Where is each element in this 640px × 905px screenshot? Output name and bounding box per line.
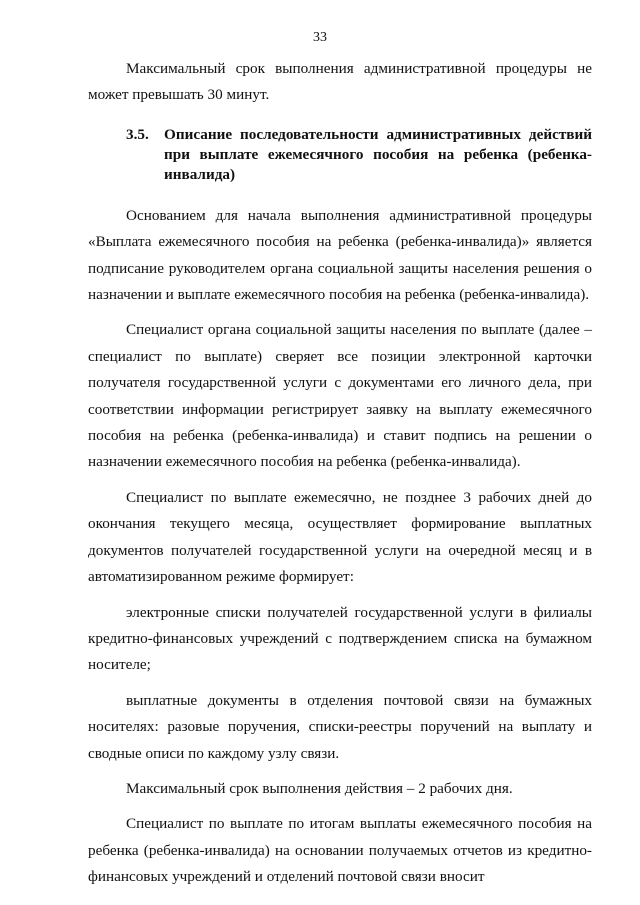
section-number: 3.5. <box>126 125 149 143</box>
page-body <box>88 56 592 891</box>
page-number: 33 <box>313 30 327 45</box>
intro-paragraph: Максимальный срок выполнения административной процедуры не может превышать 30 минут. <box>88 60 592 104</box>
paragraph-results: Специалист по выплате по итогам выплаты ежемесячного пособия на ребенка (ребенка-инвалида) на основании получаемых отчетов из кредитно-финансовых учреждений и отделений почтовой связи вносит <box>88 815 592 886</box>
section-title: Описание последовательности административных действий при выплате ежемесячного пособия на ребенка (ребенка-инвалида) <box>164 125 592 183</box>
paragraph-specialist-check: Специалист органа социальной защиты населения по выплате (далее – специалист по выплате) сверяет все позиции электронной карточки получателя государственной услуги с документами его личного дела, при соответствии информации регистрирует заявку на выплату ежемесячного пособия на ребенка (ребенка-инвалида) и ставит подпись на решении о назначении ежемесячного пособия на ребенка (ребенка-инвалида). <box>88 321 592 471</box>
paragraph-electronic-lists: электронные списки получателей государственной услуги в филиалы кредитно-финансовых учреждений с подтверждением списка на бумажном носителе; <box>88 603 592 674</box>
section-heading <box>88 125 592 185</box>
paragraph-monthly-forming: Специалист по выплате ежемесячно, не позднее 3 рабочих дней до окончания текущего месяца, осуществляет формирование выплатных документов получателей государственной услуги на очередной месяц и в автоматизированном режиме формирует: <box>88 488 592 586</box>
paragraph-basis: Основанием для начала выполнения административной процедуры «Выплата ежемесячного пособия на ребенка (ребенка-инвалида)» является подписание руководителем органа социальной защиты населения решения о назначении и выплате ежемесячного пособия на ребенка (ребенка-инвалида). <box>88 206 592 304</box>
paragraph-max-time: Максимальный срок выполнения действия – 2 рабочих дня. <box>126 779 513 797</box>
paragraph-payment-documents: выплатные документы в отделения почтовой связи на бумажных носителях: разовые поручения, списки-реестры поручений на выплату и сводные описи по каждому узлу связи. <box>88 691 592 762</box>
